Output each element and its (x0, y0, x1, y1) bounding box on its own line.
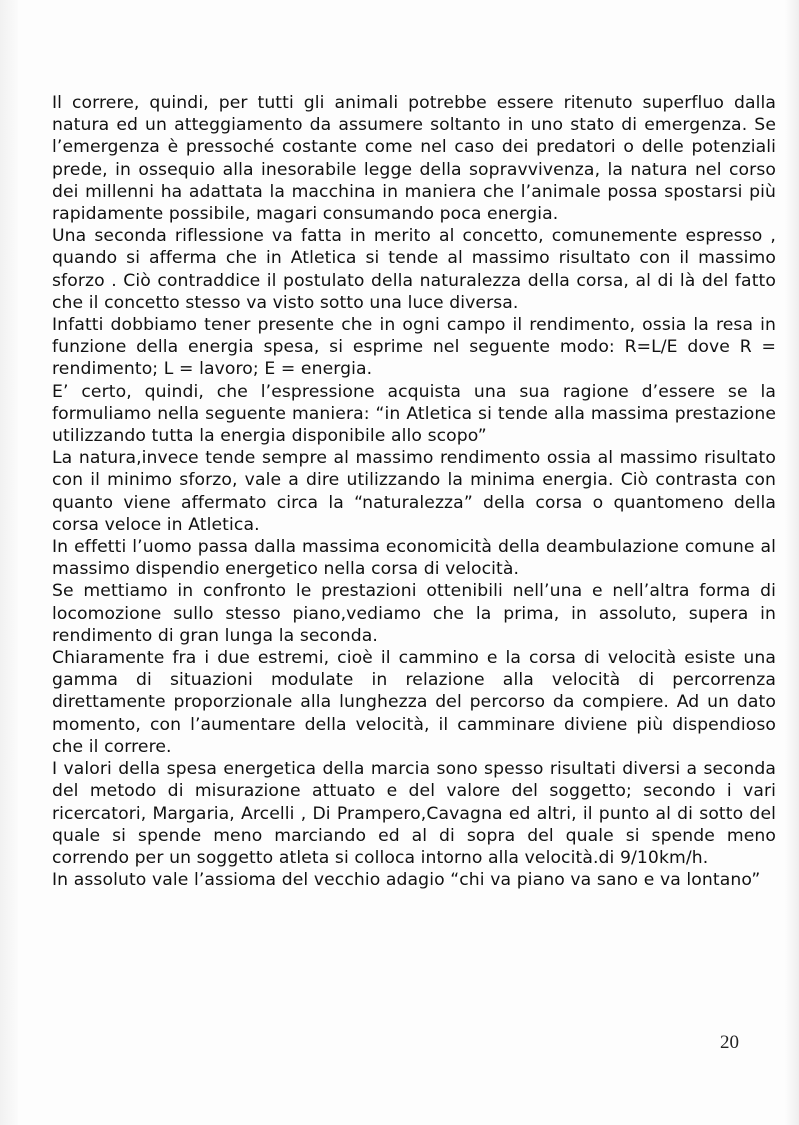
paragraph: In effetti l’uomo passa dalla massima economicità della deambulazione comune al massimo dispendio energetico nella corsa di velocità. (52, 537, 776, 580)
paragraph: Se mettiamo in confronto le prestazioni ottenibili nell’una e nell’altra forma di locomozione sullo stesso piano,vediamo che la prima, in assoluto, supera in rendimento di gran lunga la seconda. (52, 581, 776, 646)
paragraph: Una seconda riflessione va fatta in merito al concetto, comunemente espresso , quando si afferma che in Atletica si tende al massimo risultato con il massimo sforzo . Ciò contraddice il postulato della naturalezza della corsa, al di là del fatto che il concetto stesso va visto sotto una luce diversa. (52, 226, 776, 313)
paragraph: E’ certo, quindi, che l’espressione acquista una sua ragione d’essere se la formuliamo nella seguente maniera: “in Atletica si tende alla massima prestazione utilizzando tutta la energia disponibile allo scopo” (52, 381, 776, 447)
paragraph: La natura,invece tende sempre al massimo rendimento ossia al massimo risultato con il minimo sforzo, vale a dire utilizzando la minima energia. Ciò contrasta con quanto viene affermato circa la “naturalezza” della corsa o quantomeno della corsa veloce in Atletica. (52, 448, 776, 535)
paragraph: Il correre, quindi, per tutti gli animali potrebbe essere ritenuto superfluo dalla natura ed un atteggiamento da assumere soltanto in uno stato di emergenza. Se l’emergenza è pressoché costante come nel caso dei predatori o delle potenziali prede, in ossequio alla inesorabile legge della sopravvivenza, la natura nel corso dei millenni ha adattata la macchina in maniera che l’animale possa spostarsi più rapidamente possibile, magari consumando poca energia. (52, 93, 776, 225)
page-right-shadow (785, 0, 799, 1125)
paragraph: In assoluto vale l’assioma del vecchio adagio “chi va piano va sano e va lontano” (52, 870, 761, 891)
paragraph: Chiaramente fra i due estremi, cioè il cammino e la corsa di velocità esiste una gamma di situazioni modulate in relazione alla velocità di percorrenza direttamente proporzionale alla lunghezza del percorso da compiere. Ad un dato momento, con l’aumentare della velocità, il camminare diviene più dispendioso che il correre. (52, 648, 776, 757)
page-left-shadow (0, 0, 18, 1125)
body-text (52, 92, 776, 891)
paragraph: Infatti dobbiamo tener presente che in ogni campo il rendimento, ossia la resa in funzione della energia spesa, si esprime nel seguente modo: R=L/E dove R = rendimento; L = lavoro; E = energia. (52, 315, 776, 380)
page-number: 20 (720, 1032, 739, 1053)
paragraph: I valori della spesa energetica della marcia sono spesso risultati diversi a seconda del metodo di misurazione attuato e del valore del soggetto; secondo i vari ricercatori, Margaria, Arcelli , Di Prampero,Cavagna ed altri, il punto al di sotto del quale si spende meno marciando ed al di sopra del quale si spende meno correndo per un soggetto atleta si colloca intorno alla velocità.di 9/10km/h. (52, 759, 776, 868)
